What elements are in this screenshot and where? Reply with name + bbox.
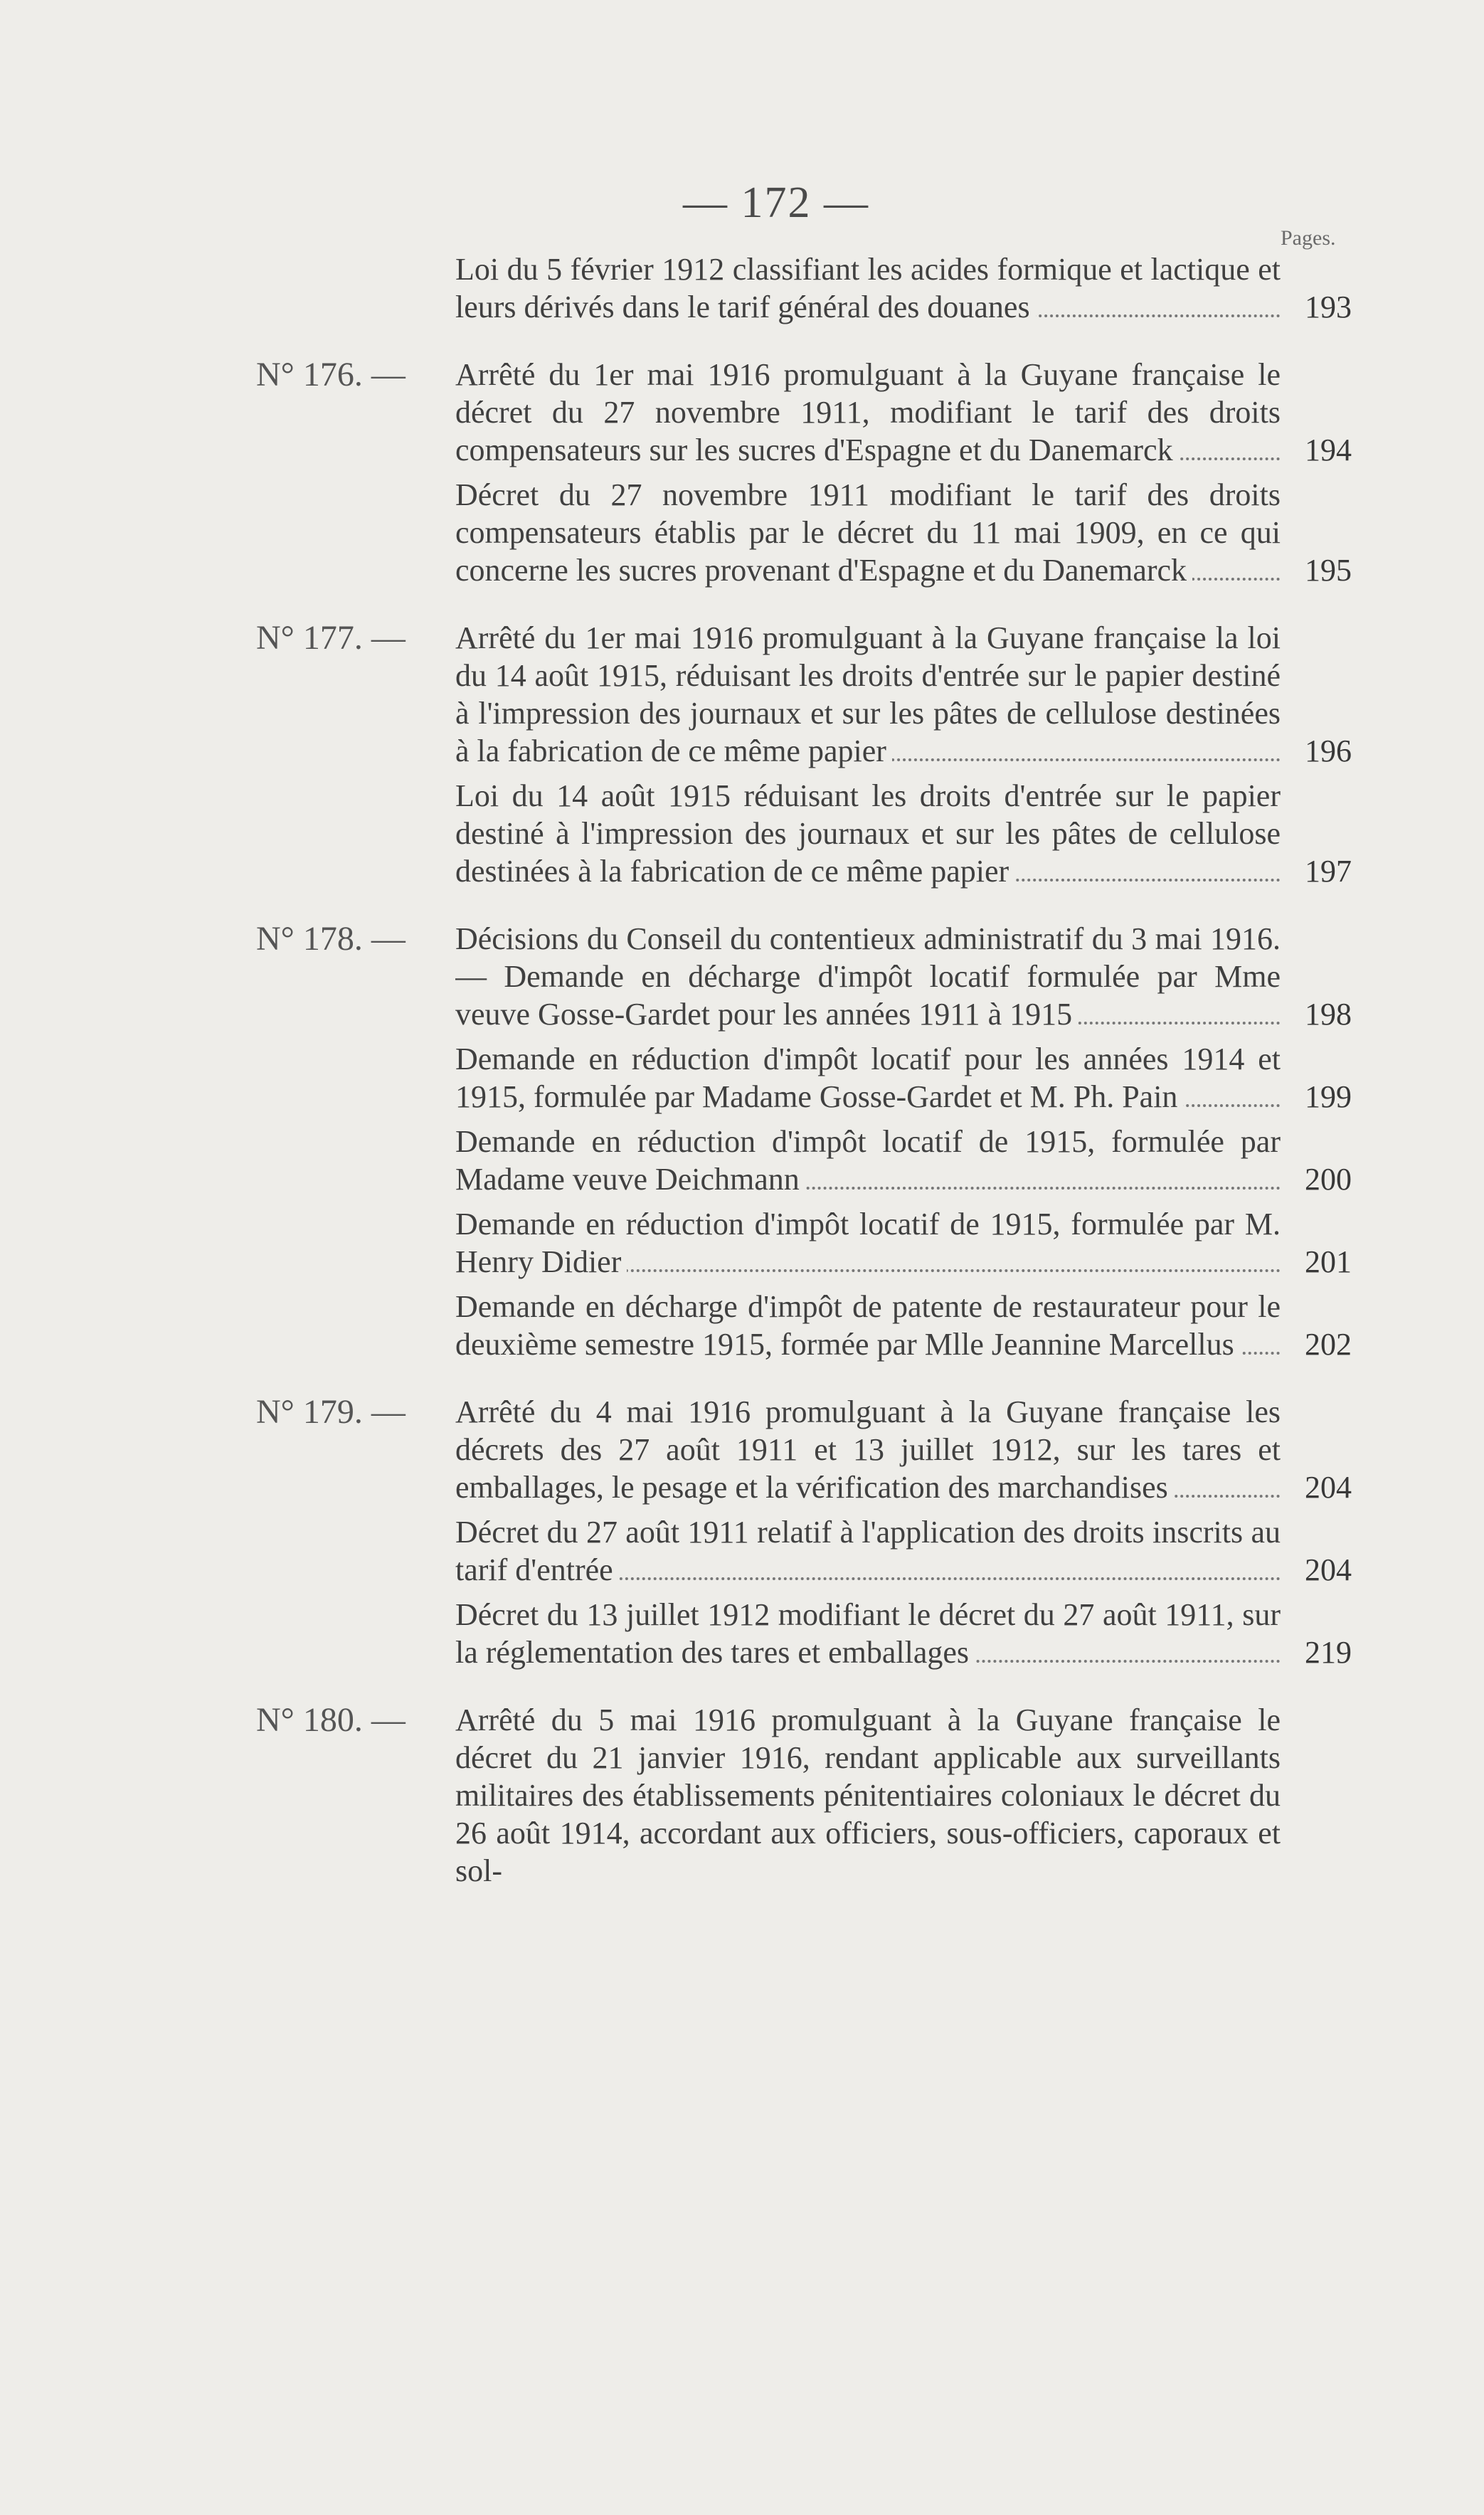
toc-group [256,619,1352,890]
entry-text: Décret du 27 août 1911 relatif à l'application des droits inscrits au tarif d'entrée [455,1515,1281,1587]
toc-group [256,1701,1352,1890]
entry-page-number: 201 [1305,1244,1352,1279]
toc-group [256,920,1352,1363]
toc-group [256,1393,1352,1671]
entry-text: Loi du 5 février 1912 classifiant les acides formique et lactique et leurs dérivés dans le tarif général des douanes [455,252,1281,324]
group-number-label: N° 177. — [256,619,406,657]
toc-entry [455,1040,1352,1116]
group-entries [455,619,1352,890]
toc-entry [455,777,1352,890]
toc-entry [455,1288,1352,1363]
entry-text: Demande en décharge d'impôt de patente de restaurateur pour le deuxième semestre 1915, formée par Mlle Jeannine Marcellus [455,1289,1281,1362]
toc-entry [455,1513,1352,1589]
group-entries [455,1701,1352,1890]
group-number-label: N° 180. — [256,1701,406,1739]
entry-text: Arrêté du 1er mai 1916 promulguant à la Guyane française le décret du 27 novembre 1911, modifiant le tarif des droits compensateurs sur les sucres d'Espagne et du Danemarck [455,357,1281,467]
entry-page-number: 194 [1305,433,1352,467]
entry-text: Demande en réduction d'impôt locatif de 1915, formulée par Madame veuve Deichmann [455,1124,1281,1197]
page-number: — 172 — [683,179,869,227]
group-number-label: N° 179. — [256,1393,406,1431]
entry-text: Arrêté du 4 mai 1916 promulguant à la Guyane française les décrets des 27 août 1911 et 13 juillet 1912, sur les tares et emballages, le pesage et la vérification des marchandises [455,1394,1281,1505]
toc-group [256,356,1352,589]
entry-page-number: 196 [1305,734,1352,768]
entry-page-number: 193 [1305,290,1352,324]
toc-entry [455,920,1352,1033]
group-number-label: N° 176. — [256,356,406,393]
toc-entry [455,476,1352,589]
entry-text: Décisions du Conseil du contentieux administratif du 3 mai 1916. — Demande en décharge d'impôt locatif formulée par Mme veuve Gosse-Gardet pour les années 1911 à 1915 [455,921,1281,1032]
entry-text: Arrêté du 1er mai 1916 promulguant à la Guyane française la loi du 14 août 1915, réduisant les droits d'entrée sur le papier destiné à l'impression des journaux et sur les pâtes de cellulose destinées à la fabrication de ce même papier [455,620,1281,768]
entry-text: Demande en réduction d'impôt locatif pour les années 1914 et 1915, formulée par Madame Gosse-Gardet et M. Ph. Pain [455,1042,1281,1114]
entry-text: Décret du 13 juillet 1912 modifiant le décret du 27 août 1911, sur la réglementation des tares et emballages [455,1597,1281,1670]
entry-page-number: 200 [1305,1162,1352,1197]
entry-page-number: 204 [1305,1552,1352,1587]
entry-page-number: 219 [1305,1635,1352,1670]
entry-page-number: 204 [1305,1470,1352,1505]
entry-page-number: 198 [1305,997,1352,1032]
toc-entry [455,1205,1352,1281]
table-of-contents [256,250,1352,1920]
toc-entry [455,619,1352,770]
group-entries [455,920,1352,1363]
toc-entry [455,356,1352,469]
toc-entry [455,1596,1352,1671]
entry-text: Décret du 27 novembre 1911 modifiant le tarif des droits compensateurs établis par le décret du 11 mai 1909, en ce qui concerne les sucres provenant d'Espagne et du Danemarck [455,477,1281,588]
group-entries [455,1393,1352,1671]
pages-column-header: Pages. [1281,226,1336,250]
toc-entry [455,1701,1352,1890]
entry-page-number: 202 [1305,1327,1352,1362]
entry-text: Arrêté du 5 mai 1916 promulguant à la Guyane française le décret du 21 janvier 1916, rendant applicable aux surveillants militaires des établissements pénitentiaires coloniaux le décret du 26 août 1914, accordant aux officiers, sous-officiers, caporaux et sol- [455,1703,1281,1888]
entry-page-number: 199 [1305,1079,1352,1114]
toc-entry [455,1393,1352,1506]
entry-page-number: 197 [1305,854,1352,889]
entry-text: Loi du 14 août 1915 réduisant les droits d'entrée sur le papier destiné à l'impression des journaux et sur les pâtes de cellulose destinées à la fabrication de ce même papier [455,778,1281,889]
entry-page-number: 195 [1305,553,1352,588]
toc-entry [455,250,1352,326]
group-entries [455,356,1352,589]
entry-text: Demande en réduction d'impôt locatif de 1915, formulée par M. Henry Didier [455,1207,1281,1279]
group-number-label: N° 178. — [256,920,406,958]
toc-groups [256,356,1352,1890]
toc-entry [455,1123,1352,1198]
